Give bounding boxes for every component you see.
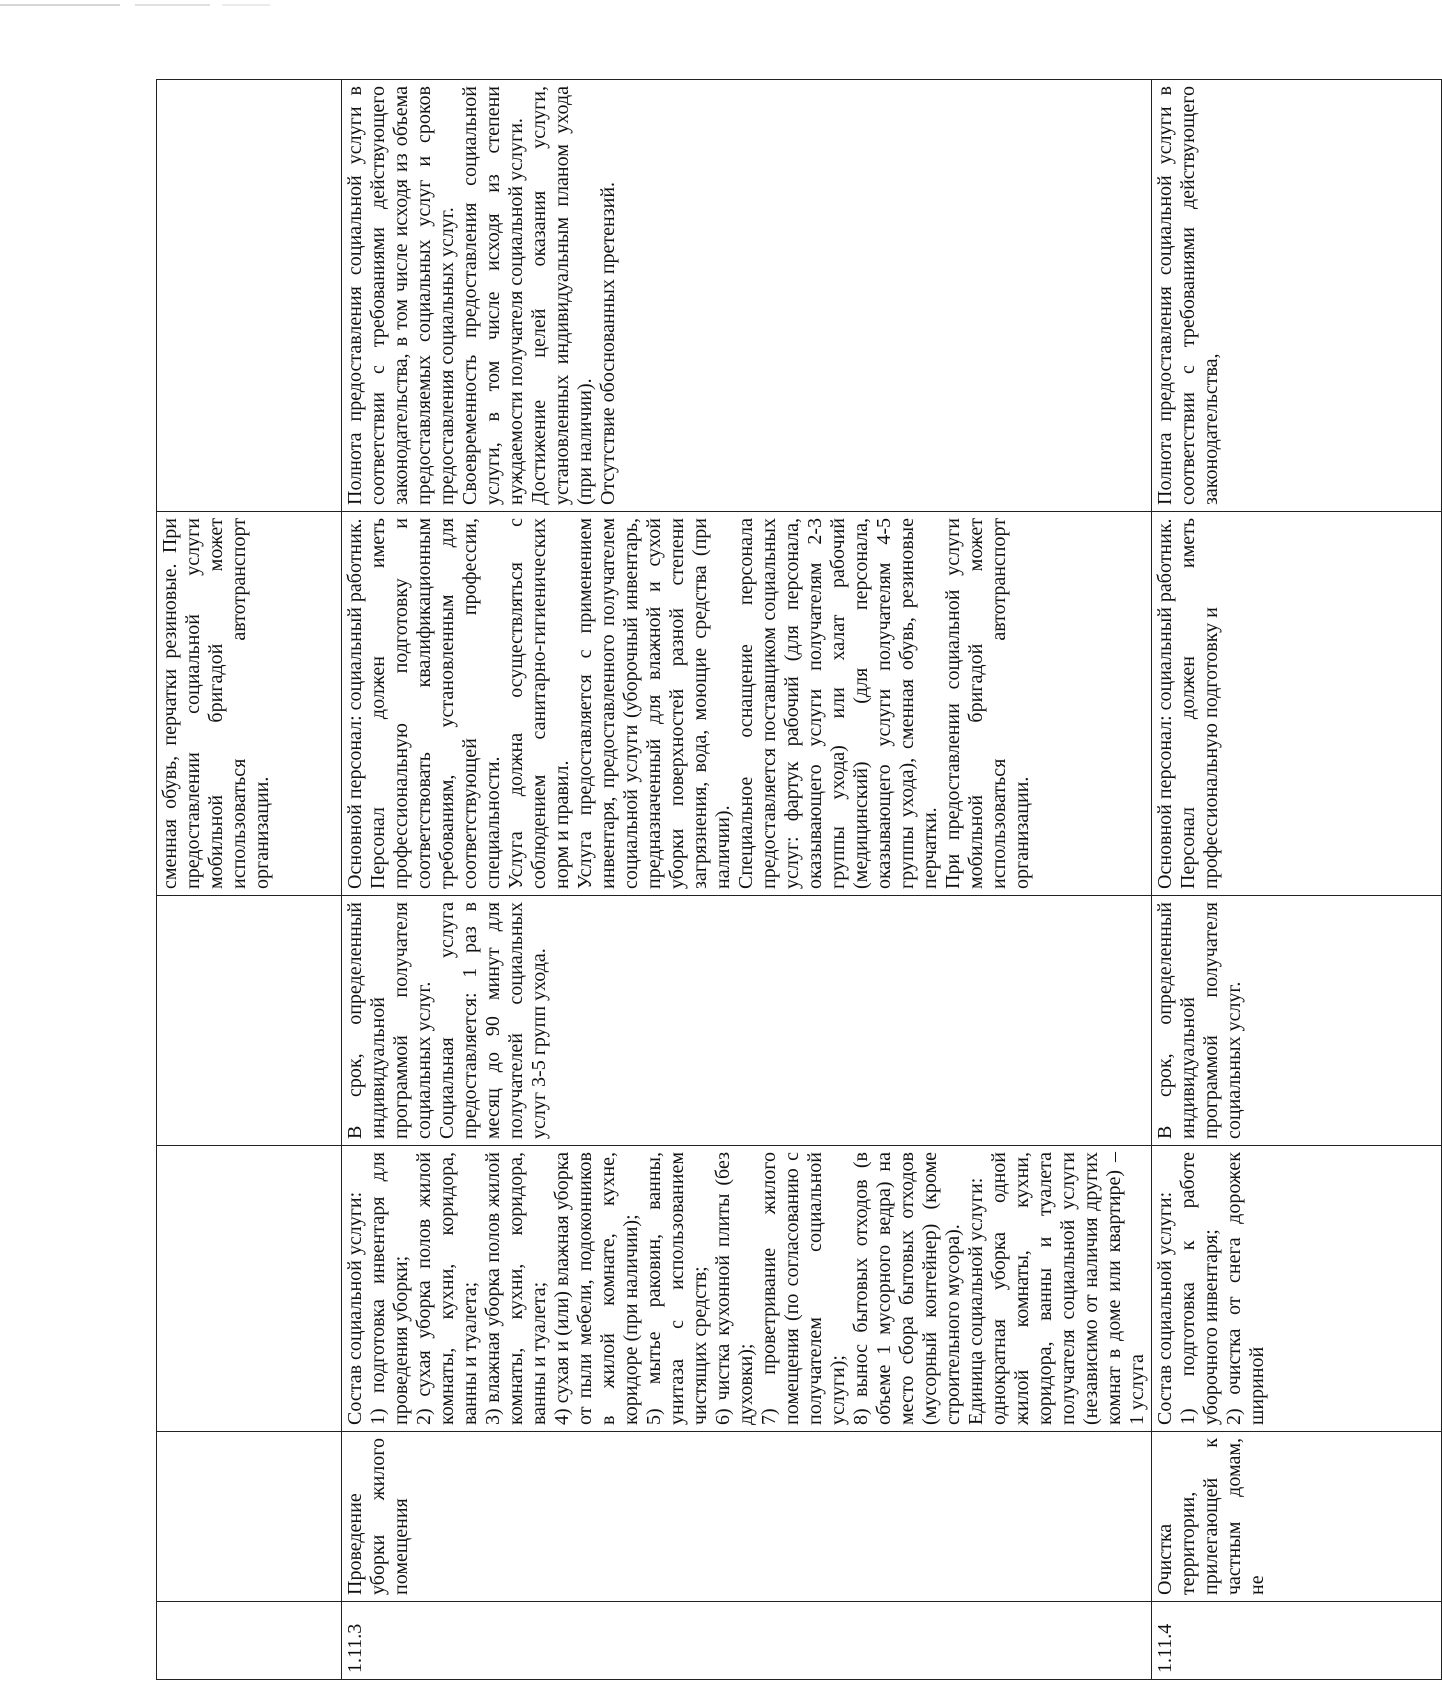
cell-name bbox=[342, 1432, 1152, 1602]
content-line: 1) подготовка инвентаря для проведения уборки; bbox=[367, 1152, 412, 1425]
cell-name bbox=[1152, 1432, 1442, 1602]
conditions-line: Услуга должна осуществляться с соблюдением санитарно-гигиенических норм и правил. bbox=[505, 518, 573, 889]
cell-num bbox=[157, 1602, 342, 1680]
quality-text: Полнота предоставления социальной услуги в соответствии с требованиями действующего законодательства, bbox=[1154, 86, 1222, 505]
content-line: 2) очистка от снега дорожек шириной bbox=[1223, 1152, 1268, 1425]
conditions-line: При предоставлении социальной услуги мобильной бригадой может использоваться автотранспорт организации. bbox=[942, 518, 1033, 889]
quality-line: Достижение целей оказания услуги, установленных индивидуальным планом ухода (при наличии). bbox=[528, 86, 596, 505]
content-line: Состав социальной услуги: bbox=[1154, 1191, 1176, 1425]
scan-artifact bbox=[0, 4, 300, 6]
terms-text: В срок, определенный индивидуальной программой получателя социальных услуг. bbox=[1154, 902, 1245, 1139]
content-line: 1) подготовка к работе уборочного инвентаря; bbox=[1177, 1152, 1222, 1425]
conditions-text: сменная обувь, перчатки резиновые. При предоставлении социальной услуги мобильной бригадой может использоваться автотранспорт организации. bbox=[159, 518, 273, 889]
terms-line: В срок, определенный индивидуальной программой получателя социальных услуг. bbox=[344, 902, 435, 1139]
service-number: 1.11.4 bbox=[1154, 1623, 1176, 1673]
cell-content bbox=[342, 1146, 1152, 1432]
content-line: 2) сухая уборка полов жилой комнаты, кухни, коридора, ванны и туалета; bbox=[413, 1152, 481, 1425]
cell-conditions bbox=[1152, 512, 1442, 896]
cell-quality bbox=[1152, 80, 1442, 512]
content-line: Состав социальной услуги: bbox=[344, 1191, 366, 1425]
content-line: 6) чистка кухонной плиты (без духовки); bbox=[712, 1152, 757, 1425]
conditions-line: Персонал должен иметь профессиональную подготовку и соответствовать квалификационным требованиям, установленным для соответствующей профессии, специальности. bbox=[367, 518, 504, 889]
quality-line: Отсутствие обоснованных претензий. bbox=[597, 181, 619, 505]
content-line: 7) проветривание жилого помещения (по согласованию с получателем социальной услуги); bbox=[758, 1152, 849, 1425]
quality-line: Своевременность предоставления социальной услуги, в том числе исходя из степени нуждаемости получателя социальной услуги. bbox=[459, 86, 527, 505]
cell-terms bbox=[1152, 896, 1442, 1146]
content-line: однократная уборка одной жилой комнаты, кухни, коридора, ванны и туалета получателя социальной услуги (независимо от наличия других комнат в доме или квартире) – 1 услуга bbox=[988, 1152, 1148, 1425]
cell-num bbox=[342, 1602, 1152, 1680]
table-row-continued bbox=[157, 80, 342, 1680]
cell-quality bbox=[342, 80, 1152, 512]
service-name: Проведение уборки жилого помещения bbox=[344, 1438, 412, 1595]
cell-conditions bbox=[342, 512, 1152, 896]
cell-num bbox=[1152, 1602, 1442, 1680]
service-number: 1.11.3 bbox=[344, 1623, 366, 1673]
cell-terms bbox=[342, 896, 1152, 1146]
conditions-line: Услуга предоставляется с применением инвентаря, предоставленного получателем социальной услуги (уборочный инвентарь, предназначенный для влажной и сухой уборки поверхностей разной степени загрязнения, вода, моющие средства (при наличии). bbox=[574, 518, 734, 889]
conditions-line: Персонал должен иметь профессиональную подготовку и bbox=[1177, 518, 1222, 889]
cell-conditions bbox=[157, 512, 342, 896]
content-line: 8) вынос бытовых отходов (в объеме 1 мусорного ведра) на место сбора бытовых отходов (мусорный контейнер) (кроме строительного мусора). bbox=[850, 1152, 964, 1425]
cell-name bbox=[157, 1432, 342, 1602]
rotated-table-container bbox=[156, 80, 1268, 1680]
content-line: 3) влажная уборка полов жилой комнаты, кухни, коридора, ванны и туалета; bbox=[482, 1152, 550, 1425]
cell-content bbox=[1152, 1146, 1442, 1432]
cell-content bbox=[157, 1146, 342, 1432]
cell-quality bbox=[157, 80, 342, 512]
service-name: Очистка территории, прилегающей к частным домам, не bbox=[1154, 1438, 1268, 1595]
services-table bbox=[156, 79, 1442, 1680]
content-line: Единица социальной услуги: bbox=[965, 1177, 987, 1425]
conditions-line: Специальное оснащение персонала предоставляется поставщиком социальных услуг: фартук рабочий (для персонала, оказывающего услуги получателям 2-3 группы ухода) или халат рабочий (медицинский) (для персонала, оказывающего услуги получателям 4-5 группы ухода), сменная обувь, резиновые перчатки. bbox=[735, 518, 941, 889]
quality-line: Полнота предоставления социальной услуги в соответствии с требованиями действующего законодательства, в том числе исходя из объема предоставляемых социальных услуг и сроков предоставления социальных услуг. bbox=[344, 86, 458, 505]
table-row-1-11-4 bbox=[1152, 80, 1442, 1680]
table-row-1-11-3 bbox=[342, 80, 1152, 1680]
content-line: 5) мытье раковин, ванны, унитаза с использованием чистящих средств; bbox=[643, 1152, 711, 1425]
terms-line: Социальная услуга предоставляется: 1 раз в месяц до 90 минут для получателей социальных услуг 3-5 групп ухода. bbox=[436, 902, 550, 1139]
conditions-line: Основной персонал: социальный работник. bbox=[1154, 518, 1176, 889]
content-line: 4) сухая и (или) влажная уборка от пыли мебели, подоконников в жилой комнате, кухне, коридоре (при наличии); bbox=[551, 1152, 642, 1425]
conditions-line: Основной персонал: социальный работник. bbox=[344, 518, 366, 889]
cell-terms bbox=[157, 896, 342, 1146]
